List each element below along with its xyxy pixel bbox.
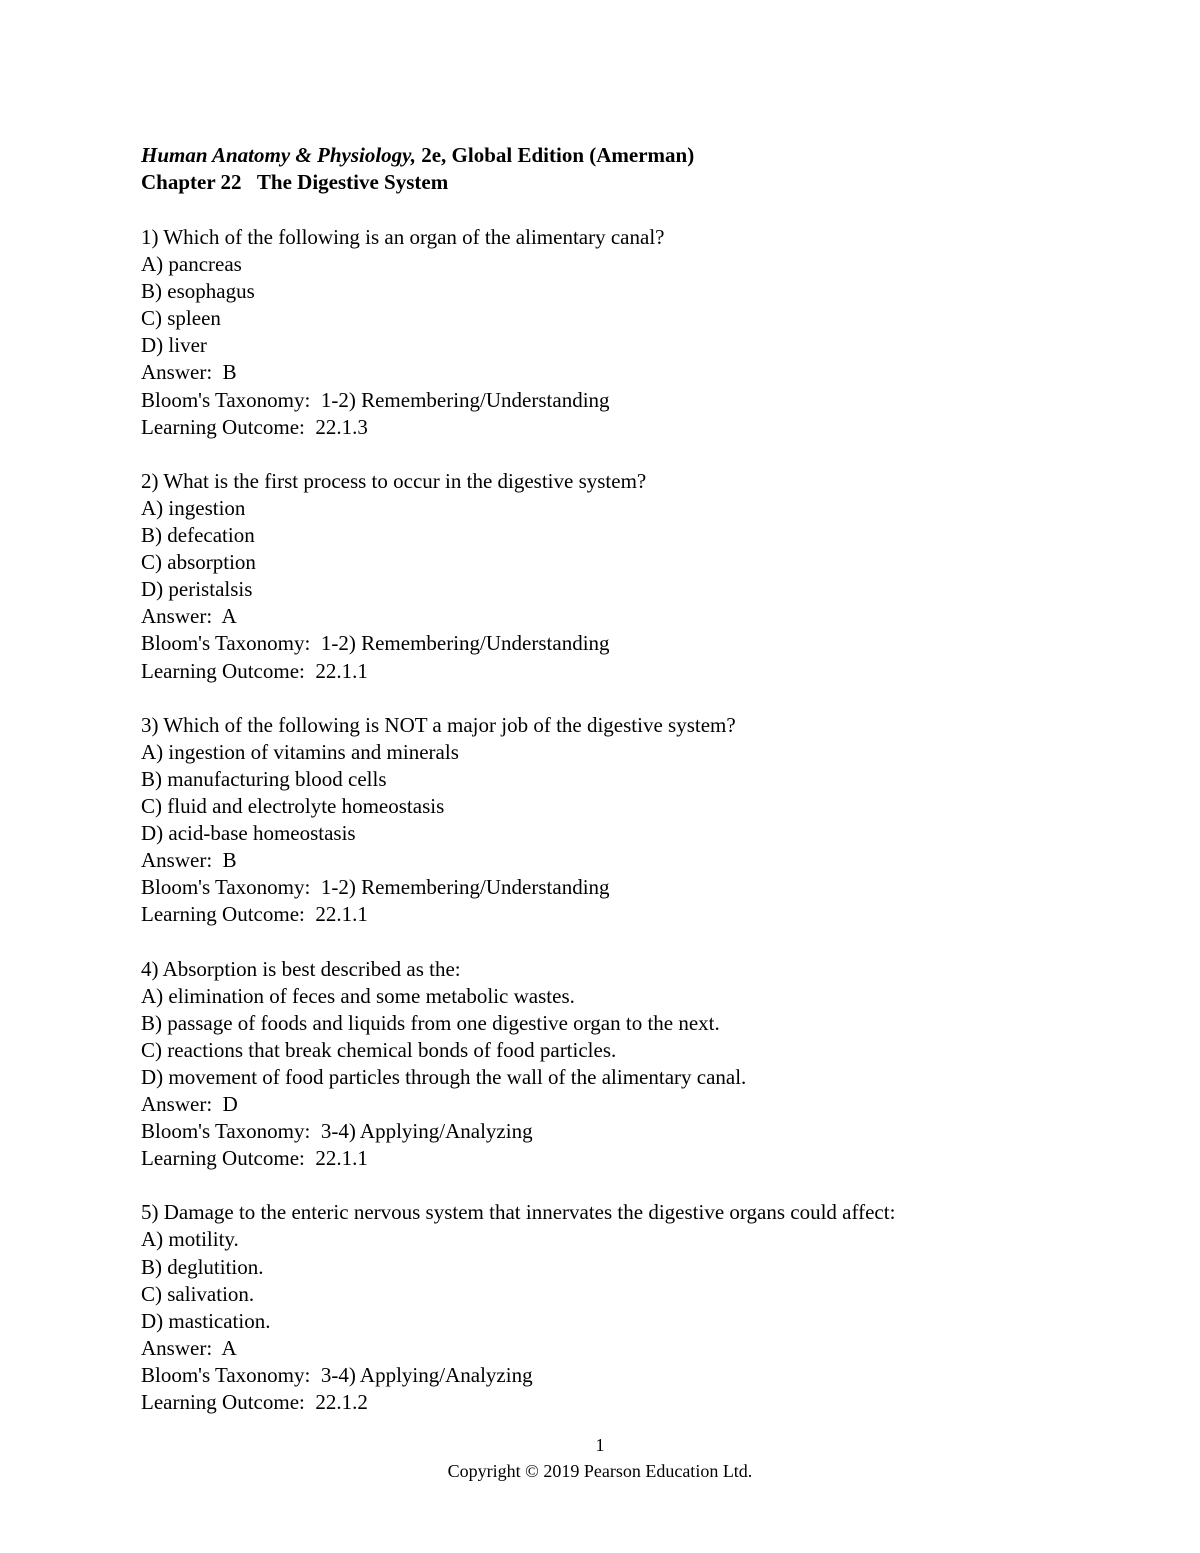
answer: Answer: D xyxy=(141,1092,238,1116)
option-b: B) manufacturing blood cells xyxy=(141,766,387,791)
option-b: B) passage of foods and liquids from one digestive organ to the next. xyxy=(141,1010,720,1035)
option-b: B) defecation xyxy=(141,523,255,548)
question-stem: 1) Which of the following is an organ of the alimentary canal? xyxy=(141,225,665,249)
copyright-notice: Copyright © 2019 Pearson Education Ltd. xyxy=(447,1461,753,1481)
option-d: D) acid-base homeostasis xyxy=(141,821,356,846)
question-3 xyxy=(141,712,895,929)
question-stem: 4) Absorption is best described as the: xyxy=(141,956,461,981)
option-b: B) esophagus xyxy=(141,279,255,304)
question-stem: 2) What is the first process to occur in the digestive system? xyxy=(141,468,647,493)
book-title: Human Anatomy & Physiology, xyxy=(141,143,416,167)
option-a: A) pancreas xyxy=(141,252,242,277)
question-stem: 5) Damage to the enteric nervous system that innervates the digestive organs could affect: xyxy=(141,1200,896,1225)
option-c: C) reactions that break chemical bonds of food particles. xyxy=(141,1037,617,1062)
blooms-taxonomy: Bloom's Taxonomy: 3-4) Applying/Analyzing xyxy=(141,1119,533,1144)
option-a: A) ingestion of vitamins and minerals xyxy=(141,739,459,764)
question-2 xyxy=(141,468,895,685)
document-header xyxy=(141,142,694,196)
answer: Answer: A xyxy=(141,604,237,629)
question-1 xyxy=(141,224,895,441)
answer: Answer: B xyxy=(141,848,237,873)
question-5 xyxy=(141,1199,895,1416)
learning-outcome: Learning Outcome: 22.1.1 xyxy=(141,658,368,683)
option-a: A) motility. xyxy=(141,1227,239,1252)
blooms-taxonomy: Bloom's Taxonomy: 1-2) Remembering/Understanding xyxy=(141,875,610,900)
answer: Answer: A xyxy=(141,1335,237,1360)
book-edition: 2e, Global Edition (Amerman) xyxy=(415,143,695,167)
option-c: C) spleen xyxy=(141,306,221,331)
answer: Answer: B xyxy=(141,360,237,385)
option-a: A) elimination of feces and some metabolic wastes. xyxy=(141,983,575,1008)
option-b: B) deglutition. xyxy=(141,1254,264,1279)
question-stem: 3) Which of the following is NOT a major job of the digestive system? xyxy=(141,712,736,737)
option-d: D) movement of food particles through the wall of the alimentary canal. xyxy=(141,1064,747,1089)
blooms-taxonomy: Bloom's Taxonomy: 1-2) Remembering/Understanding xyxy=(141,387,610,412)
option-c: C) absorption xyxy=(141,550,256,575)
option-c: C) salivation. xyxy=(141,1281,255,1306)
learning-outcome: Learning Outcome: 22.1.2 xyxy=(141,1390,368,1415)
question-list xyxy=(141,224,895,1443)
blooms-taxonomy: Bloom's Taxonomy: 1-2) Remembering/Understanding xyxy=(141,631,610,656)
option-a: A) ingestion xyxy=(141,495,246,520)
page-number: 1 xyxy=(595,1435,605,1455)
learning-outcome: Learning Outcome: 22.1.3 xyxy=(141,414,368,439)
blooms-taxonomy: Bloom's Taxonomy: 3-4) Applying/Analyzing xyxy=(141,1362,533,1387)
option-d: D) peristalsis xyxy=(141,577,253,602)
option-c: C) fluid and electrolyte homeostasis xyxy=(141,793,445,818)
chapter-title: Chapter 22 The Digestive System xyxy=(141,170,449,194)
option-d: D) liver xyxy=(141,333,207,358)
learning-outcome: Learning Outcome: 22.1.1 xyxy=(141,1146,368,1171)
option-d: D) mastication. xyxy=(141,1308,271,1333)
question-4 xyxy=(141,956,895,1173)
learning-outcome: Learning Outcome: 22.1.1 xyxy=(141,902,368,927)
book-title-line xyxy=(141,142,694,169)
